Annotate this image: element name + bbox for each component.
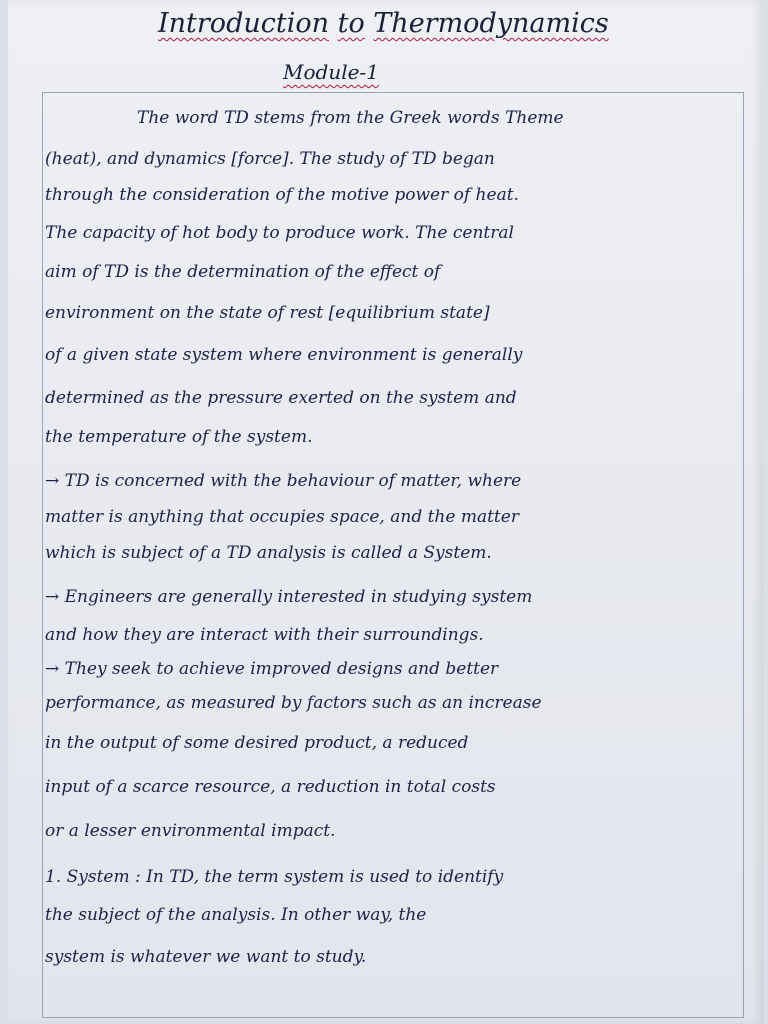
- note-line: system is whatever we want to study.: [45, 947, 367, 967]
- note-line: aim of TD is the determination of the effect of: [45, 262, 441, 282]
- note-line: through the consideration of the motive power of heat.: [45, 185, 519, 205]
- note-line: performance, as measured by factors such as an increase: [45, 693, 542, 713]
- title-word-thermodynamics: Thermodynamics: [373, 8, 609, 39]
- note-line: The word TD stems from the Greek words Theme: [137, 108, 564, 128]
- note-line: input of a scarce resource, a reduction in total costs: [45, 777, 496, 797]
- note-line: → They seek to achieve improved designs and better: [45, 659, 499, 679]
- note-line: environment on the state of rest [equilibrium state]: [45, 303, 490, 323]
- note-line: the subject of the analysis. In other way, the: [45, 905, 427, 925]
- note-line: matter is anything that occupies space, and the matter: [45, 507, 519, 527]
- note-line: (heat), and dynamics [force]. The study of TD began: [45, 149, 495, 169]
- note-line: determined as the pressure exerted on the system and: [45, 388, 517, 408]
- title-word-to: to: [337, 8, 365, 39]
- note-line: of a given state system where environment is generally: [45, 345, 523, 365]
- note-line: in the output of some desired product, a reduced: [45, 733, 469, 753]
- note-line: 1. System : In TD, the term system is used to identify: [45, 867, 504, 887]
- page-title: [158, 8, 618, 39]
- title-word-introduction: Introduction: [158, 8, 329, 39]
- note-line: and how they are interact with their surroundings.: [45, 625, 484, 645]
- module-heading: Module-1: [283, 60, 379, 84]
- note-line: which is subject of a TD analysis is called a System.: [45, 543, 492, 563]
- note-line: → Engineers are generally interested in studying system: [45, 587, 533, 607]
- note-line: or a lesser environmental impact.: [45, 821, 336, 841]
- note-line: the temperature of the system.: [45, 427, 313, 447]
- note-line: The capacity of hot body to produce work. The central: [45, 223, 514, 243]
- note-line: → TD is concerned with the behaviour of matter, where: [45, 471, 522, 491]
